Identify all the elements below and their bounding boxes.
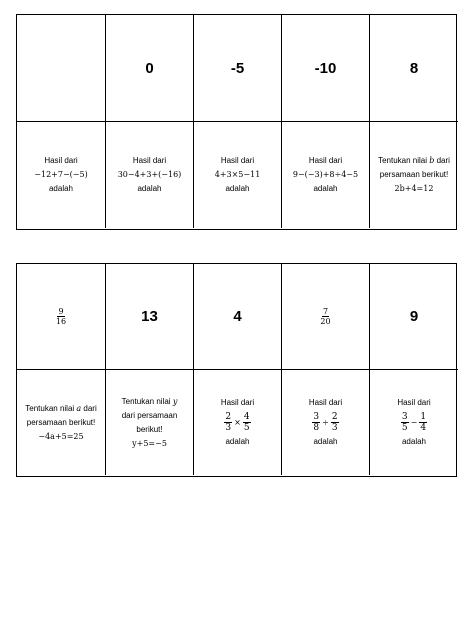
question-line: Tentukan nilai y [121,396,178,406]
question-cell [370,122,458,228]
question-equation: 2b+4=12 [394,184,434,193]
question-line: dari persamaan [121,410,178,420]
answer-cell [282,264,370,370]
question-line: berikut! [136,424,163,434]
answer-cell [370,15,458,122]
question-cell [194,370,282,475]
question-cell [106,122,194,228]
question-line: persamaan berikut! [379,170,449,179]
answer-fraction: $\frac{9}{16}$ [55,307,67,326]
fraction-expression: $\frac{3}{8}$ ÷ $\frac{2}{3}$ [313,412,338,433]
question-intro: Hasil dari [397,398,431,407]
question-expression: 4+3×5−11 [214,170,261,179]
answer-cell [282,15,370,122]
question-expression: 30−4+3+(−16) [117,170,182,179]
question-cell [370,370,458,475]
question-outro: adalah [313,184,338,193]
card-sheet-2 [16,263,457,477]
question-cell [17,122,106,228]
question-intro: Hasil dari [132,156,167,165]
question-intro: Hasil dari [220,156,255,165]
card-sheet-1 [16,14,457,230]
answer-value: 9 [409,308,419,325]
answer-fraction: $\frac{7}{20}$ [320,307,331,326]
question-outro: adalah [225,184,250,193]
question-expression: 9−(−3)+8÷4−5 [292,170,359,179]
answer-value: 4 [233,308,242,325]
question-expression: −12+7−(−5) [34,170,88,179]
question-outro: adalah [48,184,74,193]
answer-cell [106,15,194,122]
question-intro: Hasil dari [308,398,343,407]
fraction-expression: $\frac{3}{5}$ − $\frac{1}{4}$ [401,412,427,433]
answer-value: 8 [409,59,419,77]
answer-cell [370,264,458,370]
answer-cell [106,264,194,370]
question-equation: −4a+5=25 [38,431,84,441]
question-line: Tentukan nilai a dari [25,403,97,413]
question-outro: adalah [225,437,250,446]
question-outro: adalah [313,437,338,446]
answer-cell [17,264,106,370]
question-line: persamaan berikut! [26,417,96,427]
answer-value: 0 [145,59,154,77]
question-outro: adalah [401,437,427,446]
answer-cell [194,264,282,370]
question-cell [282,122,370,228]
question-cell [17,370,106,475]
answer-cell [194,15,282,122]
question-outro: adalah [137,184,162,193]
answer-value: -10 [314,59,337,77]
fraction-expression: $\frac{2}{3}$ × $\frac{4}{5}$ [225,412,250,433]
question-intro: Hasil dari [220,398,255,407]
question-cell [194,122,282,228]
question-equation: y+5=−5 [132,438,167,448]
answer-cell-empty [17,15,106,122]
question-cell [106,370,194,475]
answer-value: 13 [141,308,158,325]
question-line: Tentukan nilai b dari [378,156,450,165]
question-cell [282,370,370,475]
answer-value: -5 [230,59,245,77]
question-intro: Hasil dari [308,156,343,165]
question-intro: Hasil dari [44,156,78,165]
